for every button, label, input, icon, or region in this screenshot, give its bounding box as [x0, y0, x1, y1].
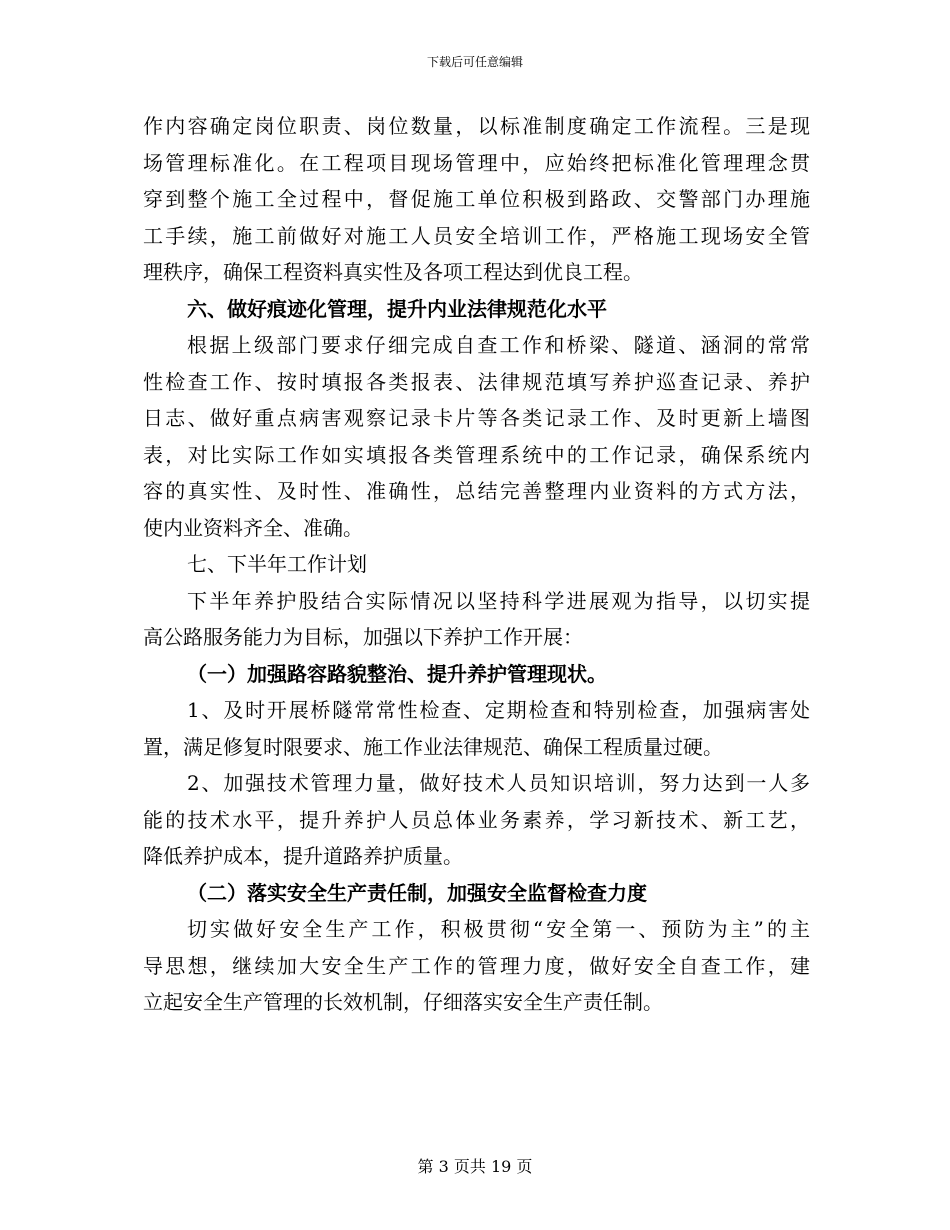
body-line: 切实做好安全生产工作，积极贯彻“安全第一、预防为主”的主 — [187, 917, 810, 941]
body-line: 性检查工作、按时填报各类报表、法律规范填写养护巡查记录、养护 — [143, 369, 810, 394]
body-line: 日志、做好重点病害观察记录卡片等各类记录工作、及时更新上墙图 — [143, 406, 810, 430]
body-line: 降低养护成本，提升道路养护质量。 — [143, 844, 463, 868]
body-line: 工手续，施工前做好对施工人员安全培训工作，严格施工现场安全管 — [143, 223, 810, 248]
section-heading-7: 七、下半年工作计划 — [187, 552, 367, 576]
body-line: 根据上级部门要求仔细完成自查工作和桥梁、隧道、涵洞的常常 — [187, 333, 810, 357]
body-line: 立起安全生产管理的长效机制，仔细落实安全生产责任制。 — [143, 990, 663, 1014]
body-line: 容的真实性、及时性、准确性，总结完善整理内业资料的方式方法， — [143, 479, 810, 503]
section-heading-6: 六、做好痕迹化管理，提升内业法律规范化水平 — [187, 296, 607, 321]
body-line: 表，对比实际工作如实填报各类管理系统中的工作记录，确保系统内 — [143, 442, 810, 467]
body-line: 能的技术水平，提升养护人员总体业务素养，学习新技术、新工艺， — [143, 807, 810, 832]
body-line: 导思想，继续加大安全生产工作的管理力度，做好安全自查工作，建 — [143, 953, 810, 978]
page-footer: 第 3 页共 19 页 — [417, 1157, 533, 1176]
page-header: 下载后可任意编辑 — [426, 55, 523, 69]
body-line: 下半年养护股结合实际情况以坚持科学进展观为指导，以切实提 — [187, 588, 810, 613]
document-body — [143, 108, 810, 1021]
body-line: 作内容确定岗位职责、岗位数量，以标准制度确定工作流程。三是现 — [143, 114, 810, 138]
body-line: 穿到整个施工全过程中，督促施工单位积极到路政、交警部门办理施 — [143, 187, 810, 211]
subsection-heading-1: （一）加强路容路貌整治、提升养护管理现状。 — [187, 661, 607, 686]
body-line: 2、加强技术管理力量，做好技术人员知识培训，努力达到一人多 — [187, 771, 810, 795]
body-line: 理秩序，确保工程资料真实性及各项工程达到优良工程。 — [143, 260, 643, 284]
body-line: 场管理标准化。在工程项目现场管理中，应始终把标准化管理理念贯 — [143, 150, 810, 175]
body-line: 置，满足修复时限要求、施工作业法律规范、确保工程质量过硬。 — [143, 734, 723, 759]
body-line: 使内业资料齐全、准确。 — [143, 515, 363, 540]
subsection-heading-2: （二）落实安全生产责任制，加强安全监督检查力度 — [187, 880, 647, 905]
body-line: 1、及时开展桥隧常常性检查、定期检查和特别检查，加强病害处 — [187, 698, 810, 722]
body-line: 高公路服务能力为目标，加强以下养护工作开展： — [143, 625, 583, 649]
